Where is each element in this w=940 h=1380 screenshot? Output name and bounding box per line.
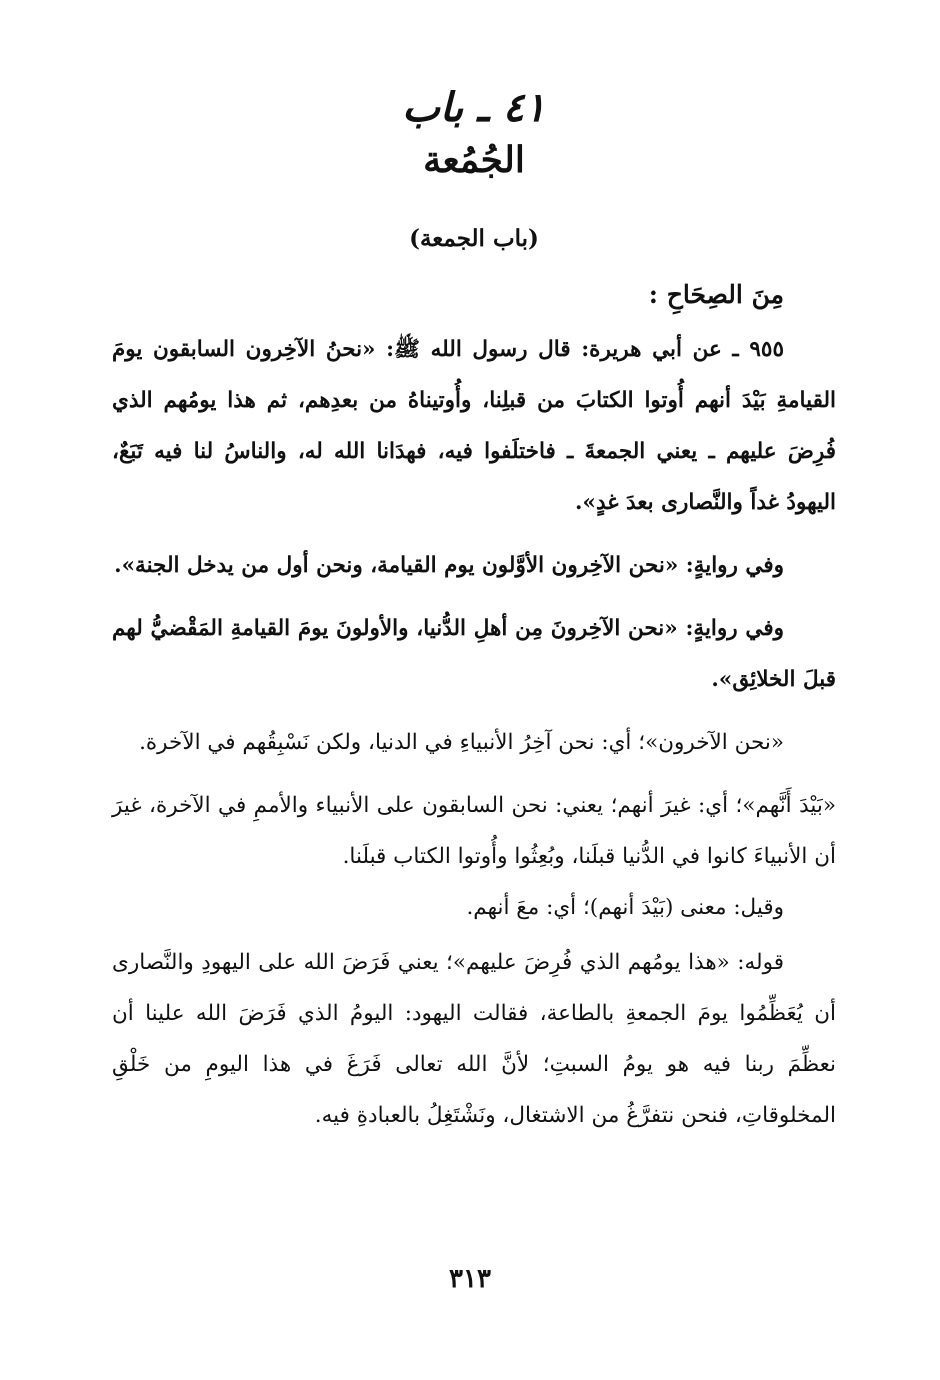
hadith-paragraph: ٩٥٥ ـ عن أبي هريرة: قال رسول الله ﷺ: «نحنُ الآخِرون السابقون يومَ القيامةِ بَيْدَ أنهم أُوتوا الكتابَ من قبلِنا، وأُوتيناهُ من بعدِهم، ثم هذا يومُهم الذي فُرِضَ عليهم ـ يعني الجمعةَ ـ فاختلَفوا فيه، فهدَانا الله له، والناسُ لنا فيه تَبَعٌ، اليهودُ غداً والنَّصارى بعدَ غدٍ». [112, 337, 836, 515]
commentary-paragraph-4: قوله: «هذا يومُهم الذي فُرِضَ عليهم»؛ يعني فَرَضَ الله على اليهودِ والنَّصارى أن يُعَظِّمُوا يومَ الجمعةِ بالطاعة، فقالت اليهود: اليومُ الذي فَرَضَ الله علينا أن نعظِّمَ ربنا فيه هو يومُ السبتِ؛ لأنَّ الله تعالى فَرَغَ في هذا اليومِ من خَلْقِ المخلوقاتِ، فنحن نتفرَّغُ من الاشتغال، ونَشْتَغِلُ بالعبادةِ فيه. [112, 950, 836, 1128]
narration-paragraph-1: وفي روايةٍ: «نحن الآخِرون الأوَّلون يوم القيامة، ونحن أول من يدخل الجنة». [114, 553, 784, 578]
chapter-number: ٤١ ـ باب [402, 84, 546, 131]
source-heading: مِنَ الصِحَاحِ : [648, 280, 784, 309]
book-page [112, 78, 836, 1320]
page-number: ٣١٣ [449, 1264, 491, 1294]
chapter-title: الجُمُعة [423, 139, 525, 181]
commentary-paragraph-1: «نحن الآخرون»؛ أي: نحن آخِرُ الأنبياءِ في الدنيا، ولكن نَسْبِقُهم في الآخرة. [139, 730, 784, 755]
commentary-paragraph-3: وقيل: معنى (بَيْدَ أنهم)؛ أي: معَ أنهم. [466, 895, 784, 920]
narration-paragraph-2: وفي روايةٍ: «نحن الآخِرونَ مِن أهلِ الدُّنيا، والأولونَ يومَ القيامةِ المَقْضيُّ لهم قبلَ الخلائِق». [112, 616, 836, 692]
chapter-heading [112, 78, 836, 186]
commentary-paragraph-2: «بَيْدَ أَنَّهم»؛ أي: غيرَ أنهم؛ يعني: نحن السابقون على الأنبياء والأممِ في الآخرة، غيرَ أن الأنبياءَ كانوا في الدُّنيا قبلَنا، وبُعِثُوا وأُوتوا الكتاب قبلَنا. [112, 793, 836, 869]
section-label: (باب الجمعة) [409, 225, 539, 252]
